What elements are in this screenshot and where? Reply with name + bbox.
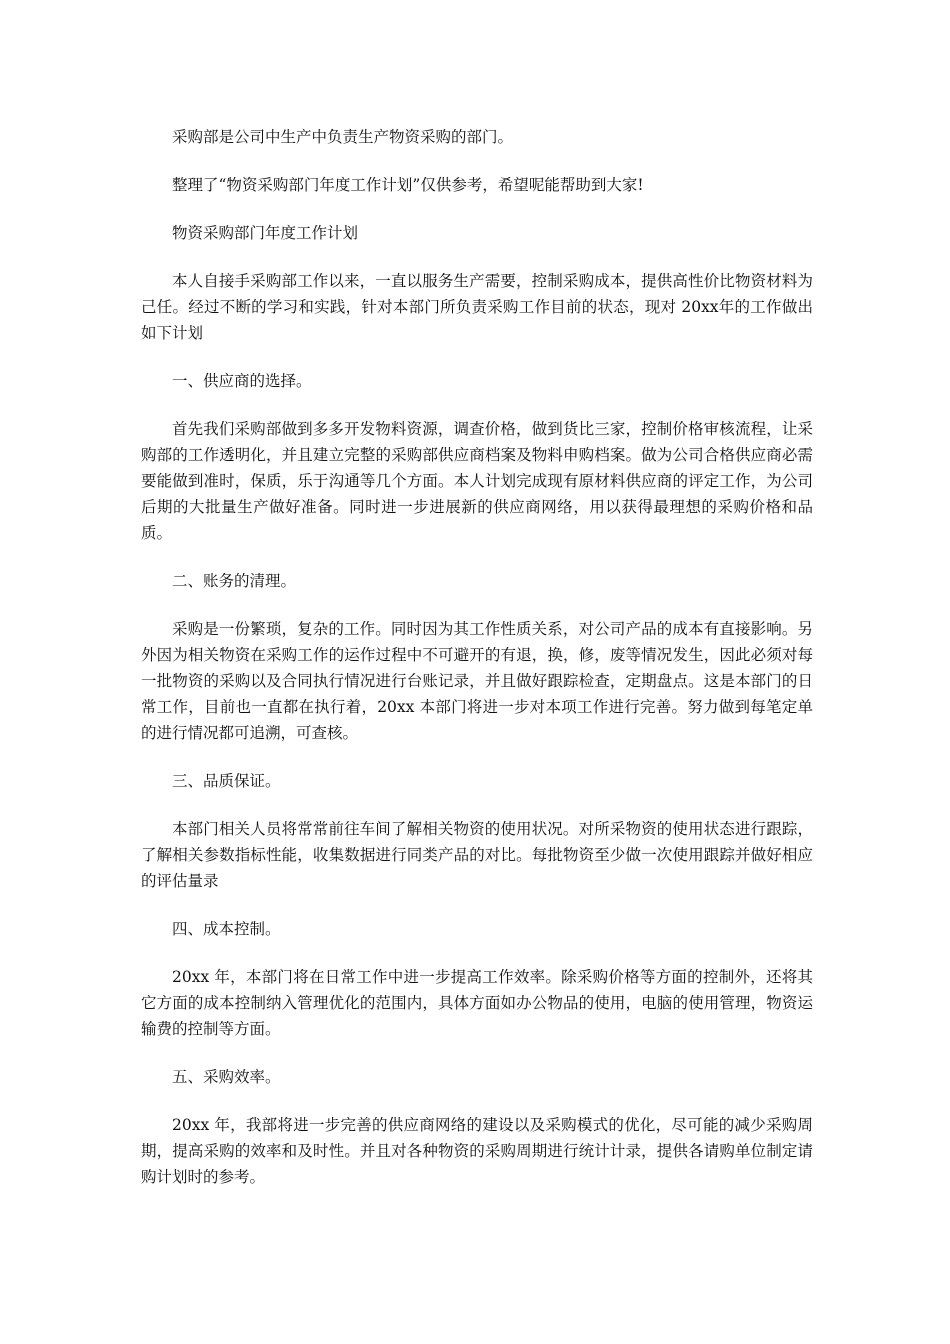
section-heading-5: 五、采购效率。	[172, 1068, 281, 1086]
section-body-4: 20xx 年，本部门将在日常工作中进一步提高工作效率。除采购价格等方面的控制外，还将其它方面的成本控制纳入管理优化的范围内，具体方面如办公物品的使用，电脑的使用管理，物资运输费的控制等方面。	[141, 968, 813, 1038]
document-title: 物资采购部门年度工作计划	[172, 224, 359, 242]
section-body-2: 采购是一份繁琐，复杂的工作。同时因为其工作性质关系，对公司产品的成本有直接影响。另外因为相关物资在采购工作的运作过程中不可避开的有退，换，修，废等情况发生，因此必须对每一批物资的采购以及合同执行情况进行台账记录，并且做好跟踪检查，定期盘点。这是本部门的日常工作，目前也一直都在执行着，20xx 本部门将进一步对本项工作进行完善。努力做到每笔定单的进行情况都可追溯，可查核。	[141, 620, 813, 742]
reference-note-paragraph: 整理了“物资采购部门年度工作计划”仅供参考，希望呢能帮助到大家!	[172, 176, 644, 194]
section-heading-2: 二、账务的清理。	[172, 572, 297, 590]
section-heading-4: 四、成本控制。	[172, 920, 281, 938]
section-body-5: 20xx 年，我部将进一步完善的供应商网络的建设以及采购模式的优化，尽可能的减少采购周期，提高采购的效率和及时性。并且对各种物资的采购周期进行统计计录，提供各请购单位制定请购计划时的参考。	[141, 1116, 813, 1186]
opening-paragraph: 本人自接手采购部工作以来，一直以服务生产需要，控制采购成本，提供高性价比物资材料为己任。经过不断的学习和实践，针对本部门所负责采购工作目前的状态，现对 20xx年的工作做出如下计划	[141, 272, 813, 342]
section-heading-1: 一、供应商的选择。	[172, 372, 312, 390]
section-heading-3: 三、品质保证。	[172, 772, 281, 790]
intro-paragraph: 采购部是公司中生产中负责生产物资采购的部门。	[172, 128, 514, 146]
section-body-3: 本部门相关人员将常常前往车间了解相关物资的使用状况。对所采物资的使用状态进行跟踪，了解相关参数指标性能，收集数据进行同类产品的对比。每批物资至少做一次使用跟踪并做好相应的评估量录	[141, 820, 813, 890]
section-body-1: 首先我们采购部做到多多开发物料资源，调查价格，做到货比三家，控制价格审核流程，让采购部的工作透明化，并且建立完整的采购部供应商档案及物料申购档案。做为公司合格供应商必需要能做到准时，保质，乐于沟通等几个方面。本人计划完成现有原材料供应商的评定工作，为公司后期的大批量生产做好准备。同时进一步进展新的供应商网络，用以获得最理想的采购价格和品质。	[141, 420, 813, 542]
document-body	[141, 124, 813, 1212]
